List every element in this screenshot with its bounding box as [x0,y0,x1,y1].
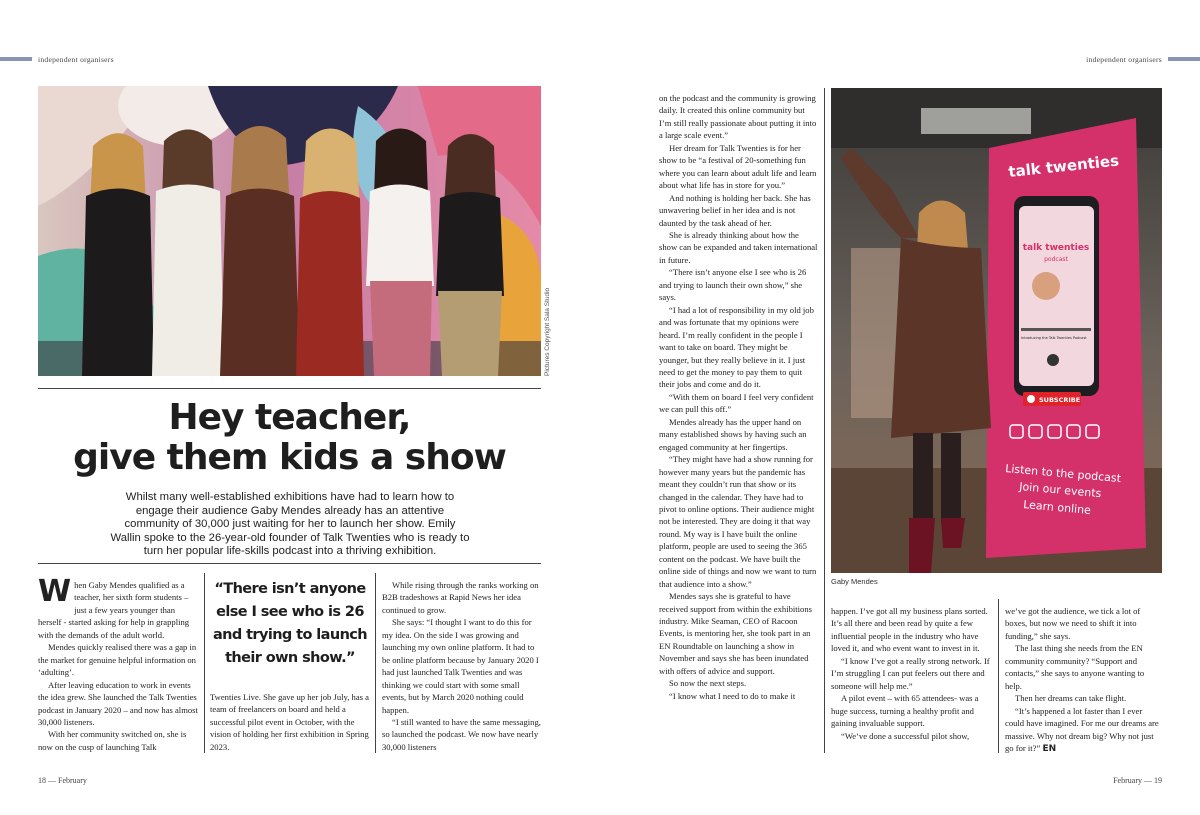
folio-right: February — 19 [1113,776,1162,785]
group-photo [38,86,541,376]
header-bar-left [0,57,32,61]
title-top-rule [38,388,541,389]
col4-paragraph-6: “I had a lot of responsibility in my old job and was fortunate that my opinions were heard. I’m really confident in the people I want to take on board. They might be younger, but they really believe in it. I just need to get the money to pay them to quit their jobs and come and do it. [659,304,814,390]
col4-paragraph-12: “I know what I need to do to make it [669,690,796,701]
end-mark: EN [1042,743,1057,754]
folio-left: 18 — February [38,776,87,785]
col6-paragraph-3: Then her dreams can take flight. [1015,693,1127,704]
col4-paragraph-10: Mendes says she is grateful to have received support from within the exhibitions industry. Mike Seaman, CEO of Racoon Events, is mentoring her, she took part in an EN Roundtable on launching a show in November and says she has been inundated with offers of advice and support. [659,591,812,676]
banner-photo [831,88,1162,573]
col5-paragraph-3: A pilot event – with 65 attendees- was a huge success, turning a healthy profit and gaining invaluable support. [831,693,979,729]
column-rule-4 [824,88,825,753]
body-column-3 [382,579,542,753]
col6-paragraph-1: we’ve got the audience, we tick a lot of boxes, but now we need to shift it into funding,” she says. [1005,606,1141,641]
photo-credit: Pictures Copyright Sala Studio [544,287,551,376]
col4-paragraph-4: She is already thinking about how the show can be expanded and taken international in future. [659,229,818,265]
col4-paragraph-7: “With them on board I feel very confident we can pull this off.” [659,391,814,415]
col4-paragraph-8: Mendes already has the upper hand on many established shows by having such an engaged community at her fingertips. [659,416,807,452]
banner-brand: talk twenties [1007,151,1120,181]
subscribe-label: SUBSCRIBE [1039,396,1081,404]
column-rule-5 [998,599,999,753]
phone-logo-sub: podcast [1044,256,1068,263]
col6-paragraph-4: “It’s happened a lot faster than I ever could have imagined. For me our dreams are massive. Why not dream big? Why not just go for it?” [1005,705,1159,753]
phone-episode: Introducing the Talk Twenties Podcast [1021,336,1087,340]
body-column-6 [1005,605,1162,755]
standfirst: Whilst many well-established exhibitions have had to learn how to engage their audience Gaby Mendes already has an attentive community of 30,000 just waiting for her to launch her show. Emily Wallin spoke to the 26-year-old founder of Talk Twenties who is ready to turn her popular life-skills podcast into a thriving exhibition. [110,491,470,557]
column-rule-1 [204,573,205,753]
header-section-left: independent organisers [38,55,114,64]
col3-paragraph-2: She says: “I thought I want to do this for my idea. On the side I was growing and launching my own online platform. It had to be online platform because by January 2020 I had just launched Talk Twenties and was thinking we could start with some small events, but by March 2020 nothing could happen. [382,617,539,715]
col2-paragraph-1: Twenties Live. She gave up her job July, has a team of freelancers on board and held a successful pilot event in October, with the vision of holding her first exhibition in Spring 2023. [210,692,369,752]
col3-paragraph-1: While rising through the ranks working on B2B tradeshows at Rapid News her idea continued to grow. [382,580,539,615]
header-section-right: independent organisers [1086,55,1162,64]
standfirst-bottom-rule [38,563,541,564]
col1-paragraph-4: With her community switched on, she is now on the cusp of launching Talk [38,729,187,752]
header-bar-right [1168,57,1200,61]
column-rule-2 [375,573,376,753]
body-column-1 [38,574,198,753]
headline [38,398,541,478]
col4-paragraph-1: on the podcast and the community is growing daily. It created this online community but I’m still really passionate about putting it into a large scale event.” [659,93,817,141]
col5-paragraph-4: “We’ve done a successful pilot show, [841,730,970,741]
col3-paragraph-3: “I still wanted to have the same messaging, so launched the podcast. We now have nearly 30,000 listeners [382,716,541,752]
col4-paragraph-11: So now the next steps. [669,678,747,689]
col1-paragraph-3: After leaving education to work in events the idea grew. She launched the Talk Twenties podcast in January 2020 – and now has almost 30,000 listeners. [38,679,198,727]
body-column-5 [831,605,993,742]
banner-line-1: Listen to the podcast [1004,462,1122,486]
banner-line-2: Join our events [1018,480,1102,501]
col5-paragraph-1: happen. I’ve got all my business plans sorted. It’s all there and been read by quite a few influential people in the industry who have loved it, and who event want to invest in it. [831,606,988,654]
body-column-4 [659,92,819,702]
photo-caption: Gaby Mendes [831,577,878,586]
drop-cap: W [38,574,72,609]
col6-paragraph-2: The last thing she needs from the EN community community? “Support and contacts,” she says to anyone wanting to help. [1005,643,1145,691]
phone-logo: talk twenties [1022,243,1090,253]
col5-paragraph-2: “I know I’ve got a really strong network. If I’m struggling I can put feelers out there and someone will help me.” [831,655,990,691]
headline-line-1: Hey teacher, [168,397,411,438]
col1-paragraph-1: hen Gaby Mendes qualified as a teacher, her sixth form students – just a few years younger than herself - started asking for help in grappling with the demands of the adult world. [38,580,190,640]
headline-line-2: give them kids a show [73,437,506,478]
body-column-2 [210,691,370,753]
col4-paragraph-9: “They might have had a show running for however many years but the pandemic has meant they couldn’t run that show or its changed in the calendar. They have had to pivot to online options. Their audience might not be interested. They are doing it that way round. My way is I have built the online platform, people are used to seeing the 365 content on the podcast. We have built the online side of things and now we want to turn that audience into a show.” [659,454,817,589]
pull-quote: “There isn’t anyone else I see who is 26 and trying to launch their own show.” [212,581,368,666]
banner-line-3: Learn online [1022,498,1092,517]
col4-paragraph-3: And nothing is holding her back. She has unwavering belief in her idea and is not daunted by the task ahead of her. [659,192,811,228]
col1-paragraph-2: Mendes quickly realised there was a gap in the market for genuine helpful information on ‘adulting’. [38,642,197,678]
col4-paragraph-5: “There isn’t anyone else I see who is 26 and trying to launch their own show,” she says. [659,267,807,303]
col4-paragraph-2: Her dream for Talk Twenties is for her show to be “a festival of 20-something fun where you can learn about adult life and learn about what life has in store for you.” [659,142,817,191]
